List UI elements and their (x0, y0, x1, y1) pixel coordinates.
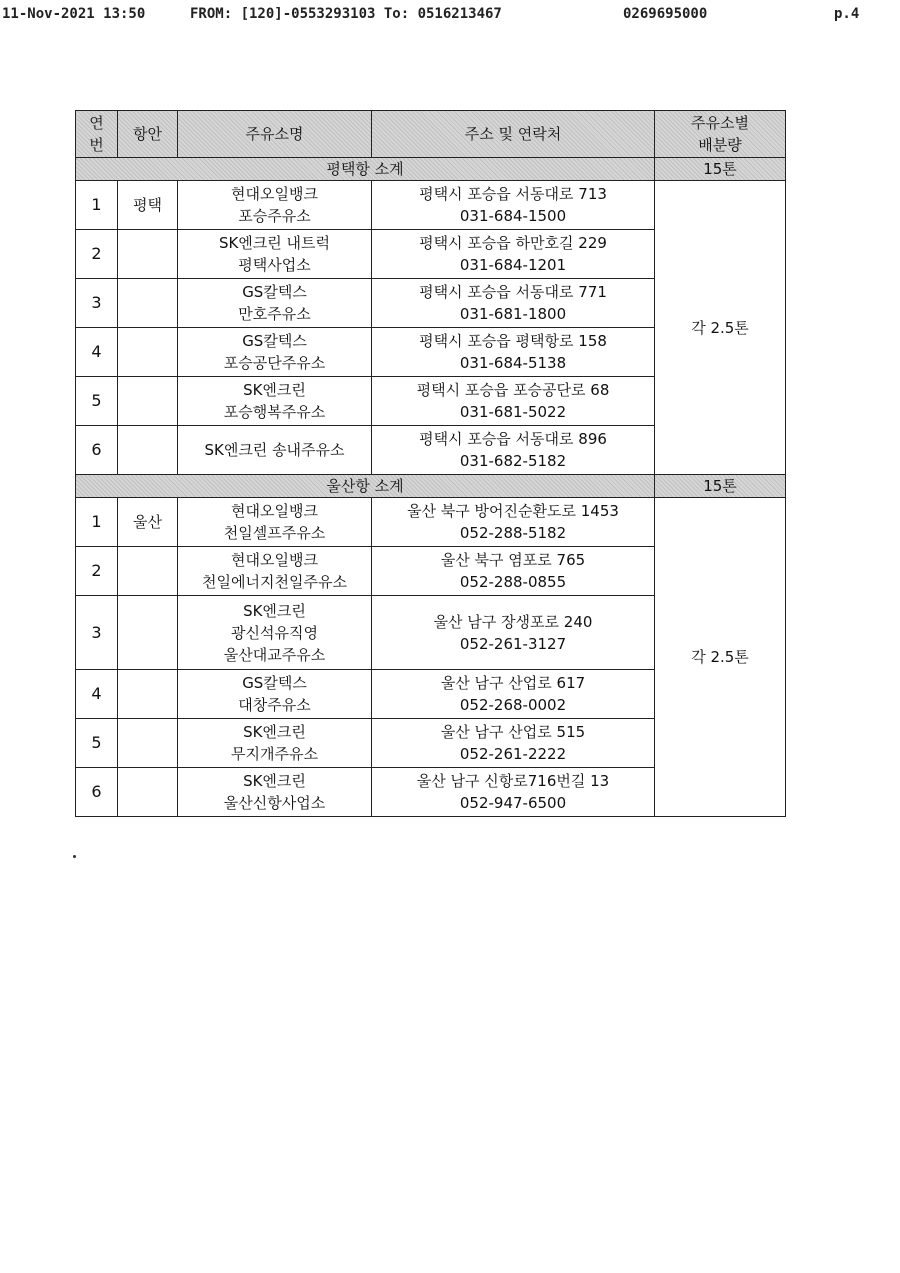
header-port: 항안 (118, 111, 178, 158)
table-header-row (76, 111, 786, 158)
station-name-line: 울산신항사업소 (223, 794, 326, 812)
station-name-line: 포승행복주유소 (223, 403, 326, 421)
row-port (118, 426, 178, 475)
header-allocation-line2: 배분량 (698, 136, 742, 154)
station-name-line: SK엔크린 (243, 772, 306, 790)
address-line: 평택시 포승읍 포승공단로 68 (416, 381, 610, 399)
fax-datetime: 11-Nov-2021 13:50 (2, 6, 146, 22)
row-address-contact (372, 596, 655, 670)
row-station-name (178, 547, 372, 596)
station-name-line: GS칼텍스 (242, 332, 307, 350)
header-address: 주소 및 연락처 (372, 111, 655, 158)
row-port (118, 230, 178, 279)
header-no (76, 111, 118, 158)
row-station-name (178, 230, 372, 279)
address-line: 울산 남구 신항로716번길 13 (416, 772, 610, 790)
row-address-contact (372, 719, 655, 768)
fax-number: 0269695000 (623, 6, 708, 22)
row-station-name (178, 377, 372, 426)
row-port: 평택 (118, 181, 178, 230)
address-line: 평택시 포승읍 서동대로 771 (419, 283, 607, 301)
row-number: 6 (76, 426, 118, 475)
station-name-line: 만호주유소 (238, 305, 311, 323)
row-number: 2 (76, 547, 118, 596)
row-number: 1 (76, 181, 118, 230)
row-port (118, 719, 178, 768)
station-name-line: GS칼텍스 (242, 674, 307, 692)
row-port (118, 279, 178, 328)
header-allocation (655, 111, 786, 158)
row-station-name (178, 328, 372, 377)
address-line: 평택시 포승읍 서동대로 713 (419, 185, 607, 203)
address-line: 울산 남구 산업로 515 (440, 723, 586, 741)
fax-from-to: FROM: [120]-0553293103 To: 0516213467 (190, 6, 502, 22)
address-line: 평택시 포승읍 평택항로 158 (419, 332, 607, 350)
station-name-line: 포승주유소 (238, 207, 311, 225)
phone-line: 031-681-1800 (459, 305, 567, 323)
row-number: 3 (76, 596, 118, 670)
address-line: 울산 남구 장생포로 240 (433, 612, 593, 631)
phone-line: 052-261-3127 (459, 634, 567, 653)
section-subtotal-label: 평택항 소계 (76, 158, 655, 181)
address-line: 평택시 포승읍 서동대로 896 (419, 430, 607, 448)
row-station-name (178, 181, 372, 230)
row-station-name (178, 670, 372, 719)
station-name-line: 광신석유직영 (231, 623, 318, 642)
section-subtotal-label: 울산항 소계 (76, 475, 655, 498)
station-name-line: 포승공단주유소 (223, 354, 326, 372)
address-line: 울산 북구 염포로 765 (440, 551, 586, 569)
phone-line: 052-261-2222 (459, 745, 567, 763)
row-port (118, 328, 178, 377)
section-subtotal-row (76, 158, 786, 181)
table-row (76, 498, 786, 547)
gas-station-allocation-table (75, 110, 786, 817)
fax-header (0, 6, 900, 28)
address-line: 평택시 포승읍 하만호길 229 (419, 234, 607, 252)
row-port: 울산 (118, 498, 178, 547)
header-no-line1: 연 (89, 114, 104, 132)
row-address-contact (372, 498, 655, 547)
station-name-line: 천일셀프주유소 (223, 524, 326, 542)
row-station-name (178, 498, 372, 547)
station-name-line: SK엔크린 송내주유소 (204, 441, 345, 459)
address-line: 울산 북구 방어진순환도로 1453 (407, 502, 619, 520)
station-name-line: 현대오일뱅크 (231, 502, 318, 520)
row-port (118, 670, 178, 719)
row-port (118, 768, 178, 817)
row-station-name (178, 719, 372, 768)
row-number: 5 (76, 719, 118, 768)
section-subtotal-row (76, 475, 786, 498)
phone-line: 052-947-6500 (459, 794, 567, 812)
section-subtotal-amount: 15톤 (655, 475, 786, 498)
station-name-line: SK엔크린 (243, 381, 306, 399)
phone-line: 031-684-1201 (459, 256, 567, 274)
row-station-name (178, 768, 372, 817)
header-no-line2: 번 (89, 136, 104, 154)
row-address-contact (372, 547, 655, 596)
allocation-per-station: 각 2.5톤 (655, 498, 786, 817)
phone-line: 052-288-0855 (459, 573, 567, 591)
station-name-line: SK엔크린 (243, 723, 306, 741)
row-number: 5 (76, 377, 118, 426)
row-number: 6 (76, 768, 118, 817)
row-address-contact (372, 377, 655, 426)
station-name-line: 울산대교주유소 (223, 645, 326, 664)
allocation-per-station: 각 2.5톤 (655, 181, 786, 475)
row-number: 4 (76, 328, 118, 377)
station-name-line: SK엔크린 (243, 601, 306, 620)
row-address-contact (372, 181, 655, 230)
row-number: 2 (76, 230, 118, 279)
section-subtotal-amount: 15톤 (655, 158, 786, 181)
phone-line: 031-682-5182 (459, 452, 567, 470)
station-name-line: 현대오일뱅크 (231, 185, 318, 203)
header-station: 주유소명 (178, 111, 372, 158)
station-name-line: 천일에너지천일주유소 (202, 573, 347, 591)
phone-line: 052-268-0002 (459, 696, 567, 714)
scan-speck (73, 855, 76, 858)
row-address-contact (372, 328, 655, 377)
row-station-name (178, 596, 372, 670)
row-number: 4 (76, 670, 118, 719)
row-address-contact (372, 768, 655, 817)
row-number: 3 (76, 279, 118, 328)
row-port (118, 547, 178, 596)
table-row (76, 181, 786, 230)
row-address-contact (372, 670, 655, 719)
row-port (118, 596, 178, 670)
station-name-line: SK엔크린 내트럭 (218, 234, 331, 252)
row-port (118, 377, 178, 426)
phone-line: 031-684-5138 (459, 354, 567, 372)
station-name-line: 무지개주유소 (231, 745, 318, 763)
row-number: 1 (76, 498, 118, 547)
station-name-line: 현대오일뱅크 (231, 551, 318, 569)
phone-line: 031-681-5022 (459, 403, 567, 421)
page-number: p.4 (834, 6, 860, 22)
phone-line: 052-288-5182 (459, 524, 567, 542)
row-address-contact (372, 230, 655, 279)
table-body (76, 158, 786, 817)
address-line: 울산 남구 산업로 617 (440, 674, 586, 692)
row-station-name (178, 279, 372, 328)
row-address-contact (372, 279, 655, 328)
header-allocation-line1: 주유소별 (691, 114, 749, 132)
station-name-line: 평택사업소 (238, 256, 311, 274)
row-address-contact (372, 426, 655, 475)
station-name-line: 대창주유소 (238, 696, 311, 714)
phone-line: 031-684-1500 (459, 207, 567, 225)
station-name-line: GS칼텍스 (242, 283, 307, 301)
row-station-name (178, 426, 372, 475)
